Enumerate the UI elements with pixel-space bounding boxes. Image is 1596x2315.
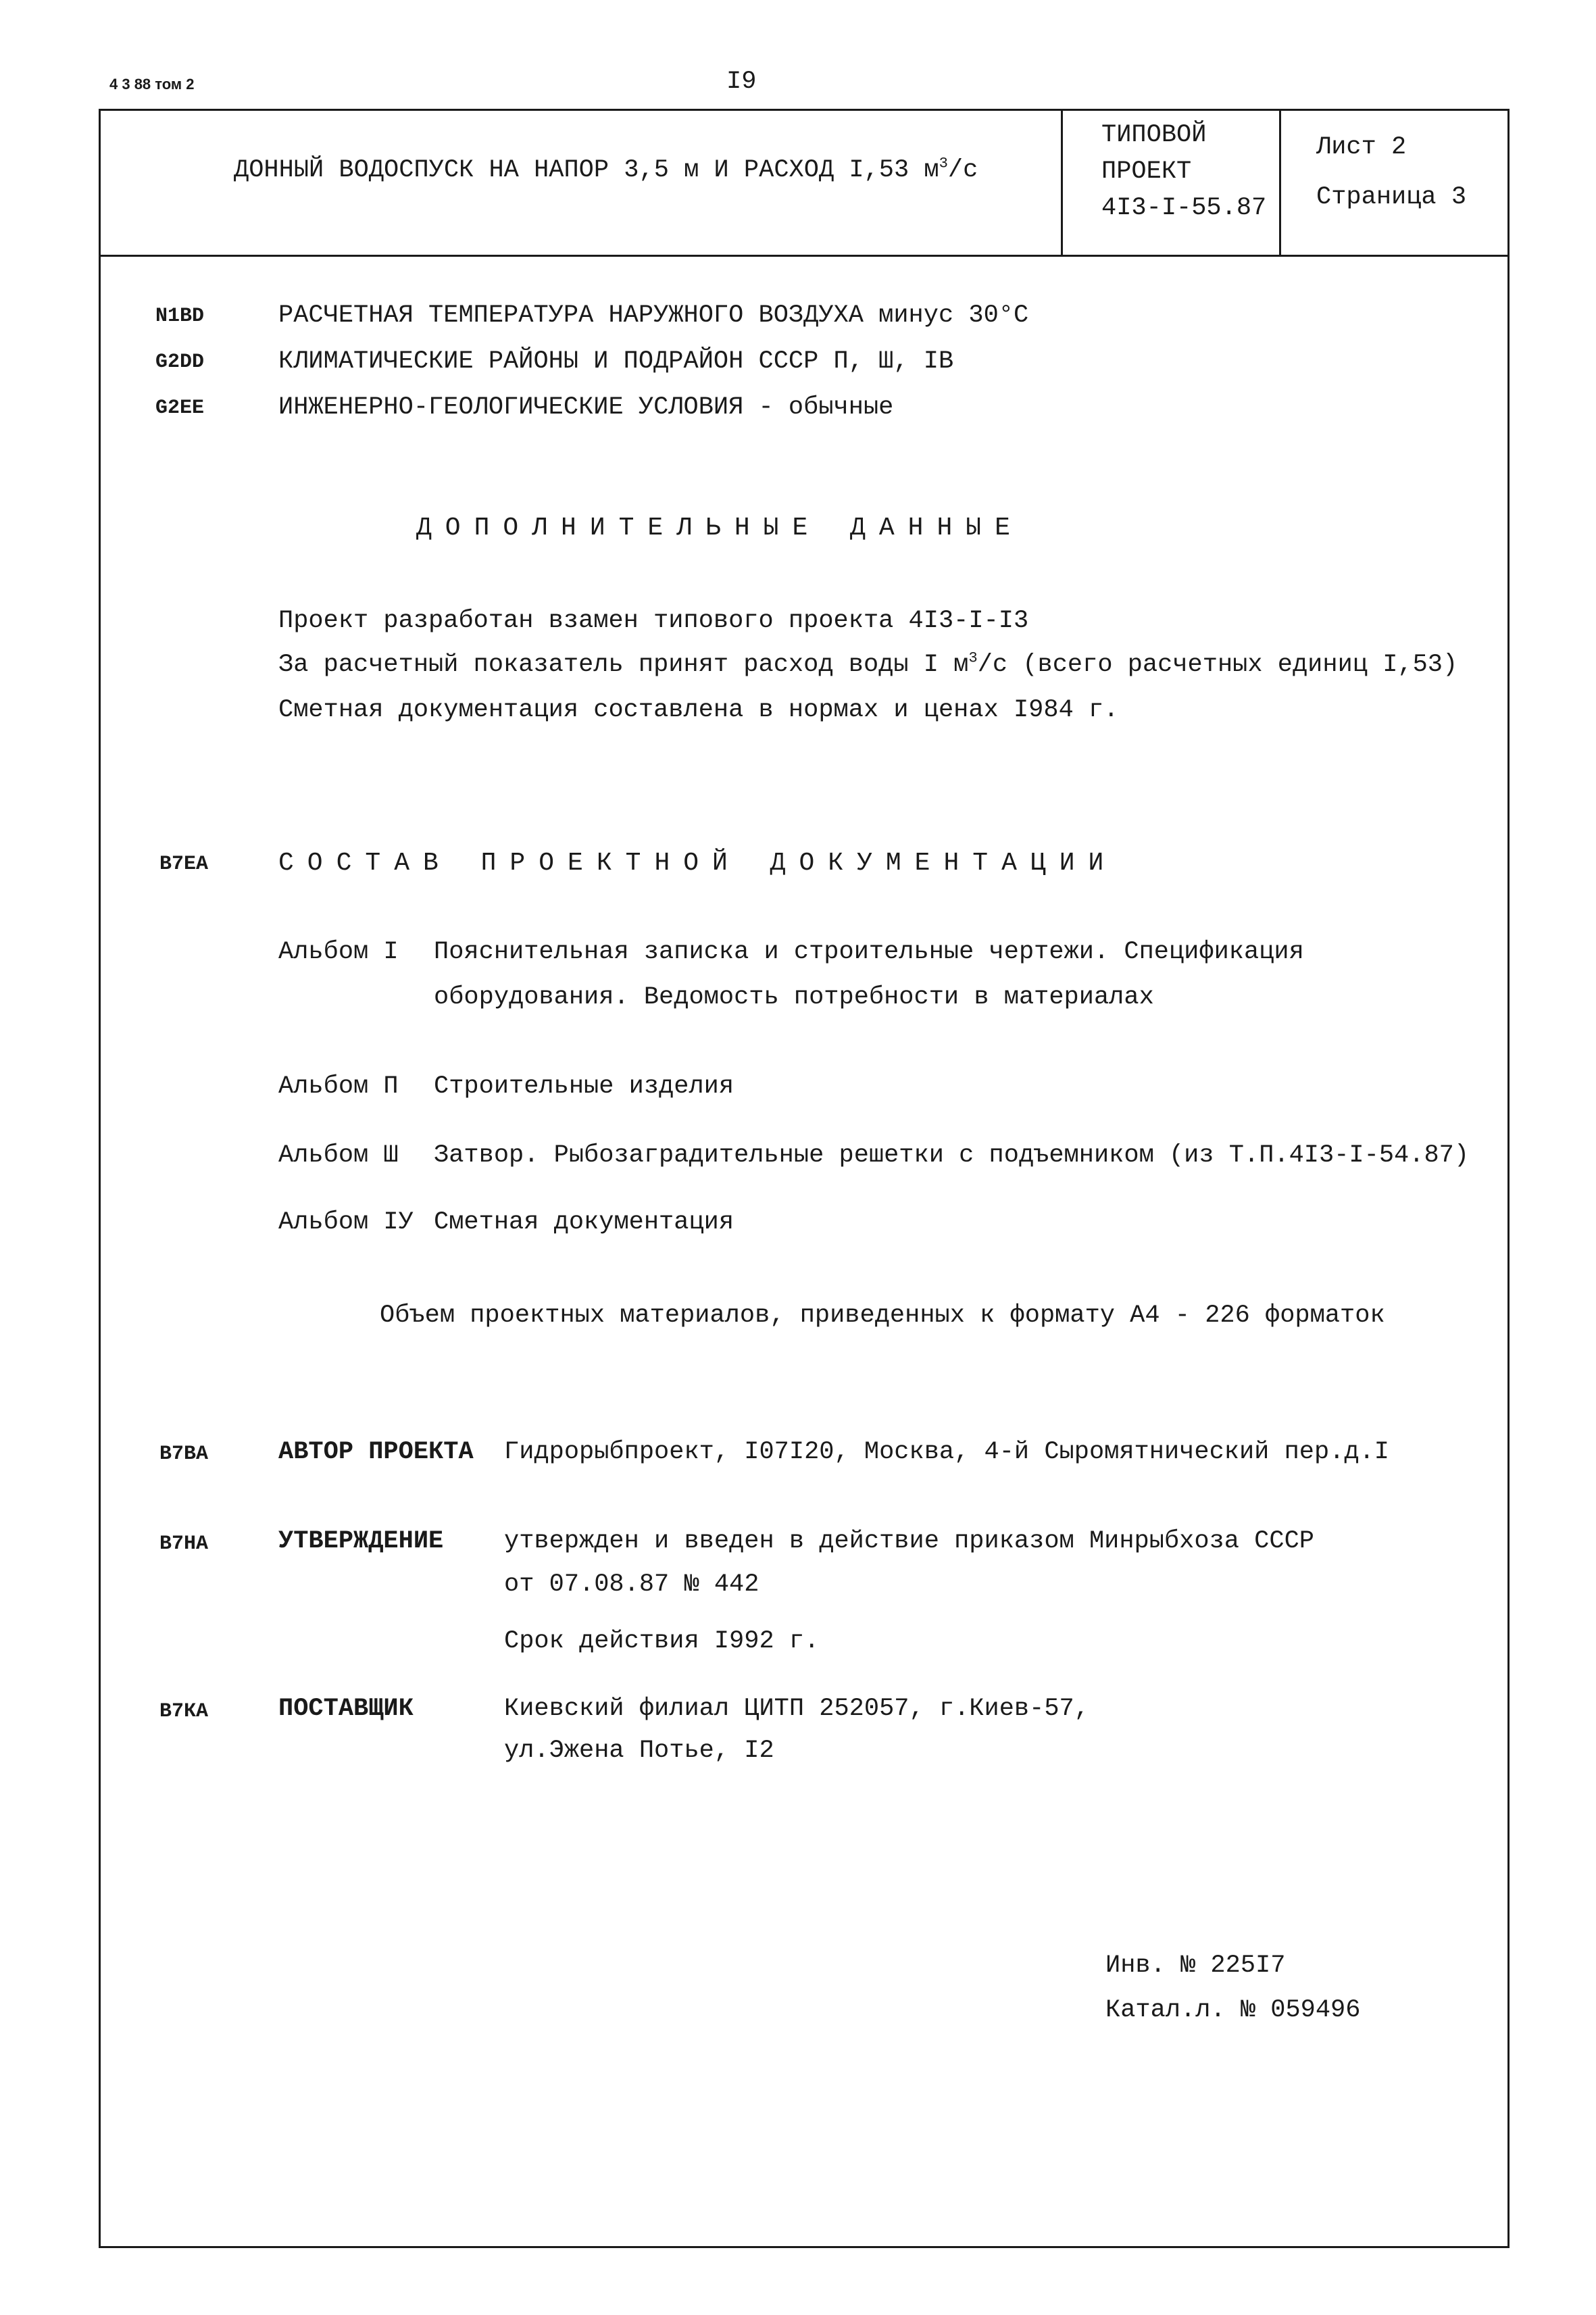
catalog-number: Катал.л. № 059496 bbox=[1105, 1996, 1361, 2024]
inventory-number: Инв. № 225I7 bbox=[1105, 1951, 1286, 1980]
project-number: 4I3-I-55.87 bbox=[1101, 194, 1267, 222]
document-title: ДОННЫЙ ВОДОСПУСК НА НАПОР 3,5 м И РАСХОД I,53 $м^3/с$ bbox=[234, 155, 978, 184]
supplier-text: Киевский филиал ЦИТП 252057, г.Киев-57, bbox=[504, 1695, 1089, 1723]
author-text: Гидрорыбпроект, I07I20, Москва, 4-й Сыромятнический пер.д.I bbox=[504, 1438, 1390, 1466]
title-divider bbox=[1279, 109, 1281, 255]
sheet-number: Лист 2 bbox=[1316, 133, 1407, 161]
author-label: АВТОР ПРОЕКТА bbox=[278, 1438, 474, 1466]
param-code: G2EE bbox=[155, 397, 205, 420]
additional-line: За расчетный показатель принят расход воды I $м^3/с$ (всего расчетных единиц I,53) bbox=[278, 649, 1458, 679]
author-code: В7ВА bbox=[159, 1443, 209, 1466]
project-label-line2: ПРОЕКТ bbox=[1101, 157, 1192, 186]
album-label: Альбом I bbox=[278, 938, 399, 966]
album-text: Пояснительная записка и строительные чертежи. Спецификация bbox=[434, 938, 1304, 966]
page-number: I9 bbox=[726, 68, 757, 96]
additional-heading: ДОПОЛНИТЕЛЬНЫЕ ДАННЫЕ bbox=[416, 514, 1024, 543]
volume-line: Объем проектных материалов, приведенных к формату А4 - 226 форматок bbox=[380, 1301, 1385, 1330]
album-label: Альбом IУ bbox=[278, 1208, 414, 1237]
approval-text: утвержден и введен в действие приказом Минрыбхоза СССР bbox=[504, 1527, 1314, 1555]
approval-label: УТВЕРЖДЕНИЕ bbox=[278, 1527, 444, 1555]
album-label: Альбом Ш bbox=[278, 1141, 399, 1170]
param-text: КЛИМАТИЧЕСКИЕ РАЙОНЫ И ПОДРАЙОН СССР П, Ш, IВ bbox=[278, 347, 954, 376]
approval-code: В7НА bbox=[159, 1533, 209, 1555]
album-text: Сметная документация bbox=[434, 1208, 734, 1237]
supplier-code: В7КА bbox=[159, 1700, 209, 1723]
param-code: N1BD bbox=[155, 305, 205, 328]
additional-line: Сметная документация составлена в нормах и ценах I984 г. bbox=[278, 696, 1119, 724]
album-text: Строительные изделия bbox=[434, 1072, 734, 1101]
title-block bbox=[99, 109, 1510, 257]
composition-heading: СОСТАВ ПРОЕКТНОЙ ДОКУМЕНТАЦИИ bbox=[278, 849, 1118, 878]
additional-line: Проект разработан взамен типового проекта 4I3-I-I3 bbox=[278, 607, 1029, 635]
param-code: G2DD bbox=[155, 351, 205, 374]
page-frame bbox=[99, 109, 1510, 2248]
composition-code: В7ЕА bbox=[159, 853, 209, 876]
album-text: оборудования. Ведомость потребности в материалах bbox=[434, 983, 1154, 1012]
supplier-address: ул.Эжена Потье, I2 bbox=[504, 1737, 774, 1765]
volume-note: 4 3 88 том 2 bbox=[109, 76, 195, 93]
validity-period: Срок действия I992 г. bbox=[504, 1627, 820, 1656]
approval-date: от 07.08.87 № 442 bbox=[504, 1570, 759, 1599]
project-label-line1: ТИПОВОЙ bbox=[1101, 121, 1207, 149]
title-divider bbox=[1061, 109, 1063, 255]
album-text: Затвор. Рыбозаградительные решетки с подъемником (из Т.П.4I3-I-54.87) bbox=[434, 1141, 1470, 1170]
page-label: Страница 3 bbox=[1316, 183, 1467, 211]
album-label: Альбом П bbox=[278, 1072, 399, 1101]
param-text: ИНЖЕНЕРНО-ГЕОЛОГИЧЕСКИЕ УСЛОВИЯ - обычные bbox=[278, 393, 894, 422]
param-text: РАСЧЕТНАЯ ТЕМПЕРАТУРА НАРУЖНОГО ВОЗДУХА минус 30°С bbox=[278, 301, 1029, 330]
supplier-label: ПОСТАВЩИК bbox=[278, 1695, 414, 1723]
